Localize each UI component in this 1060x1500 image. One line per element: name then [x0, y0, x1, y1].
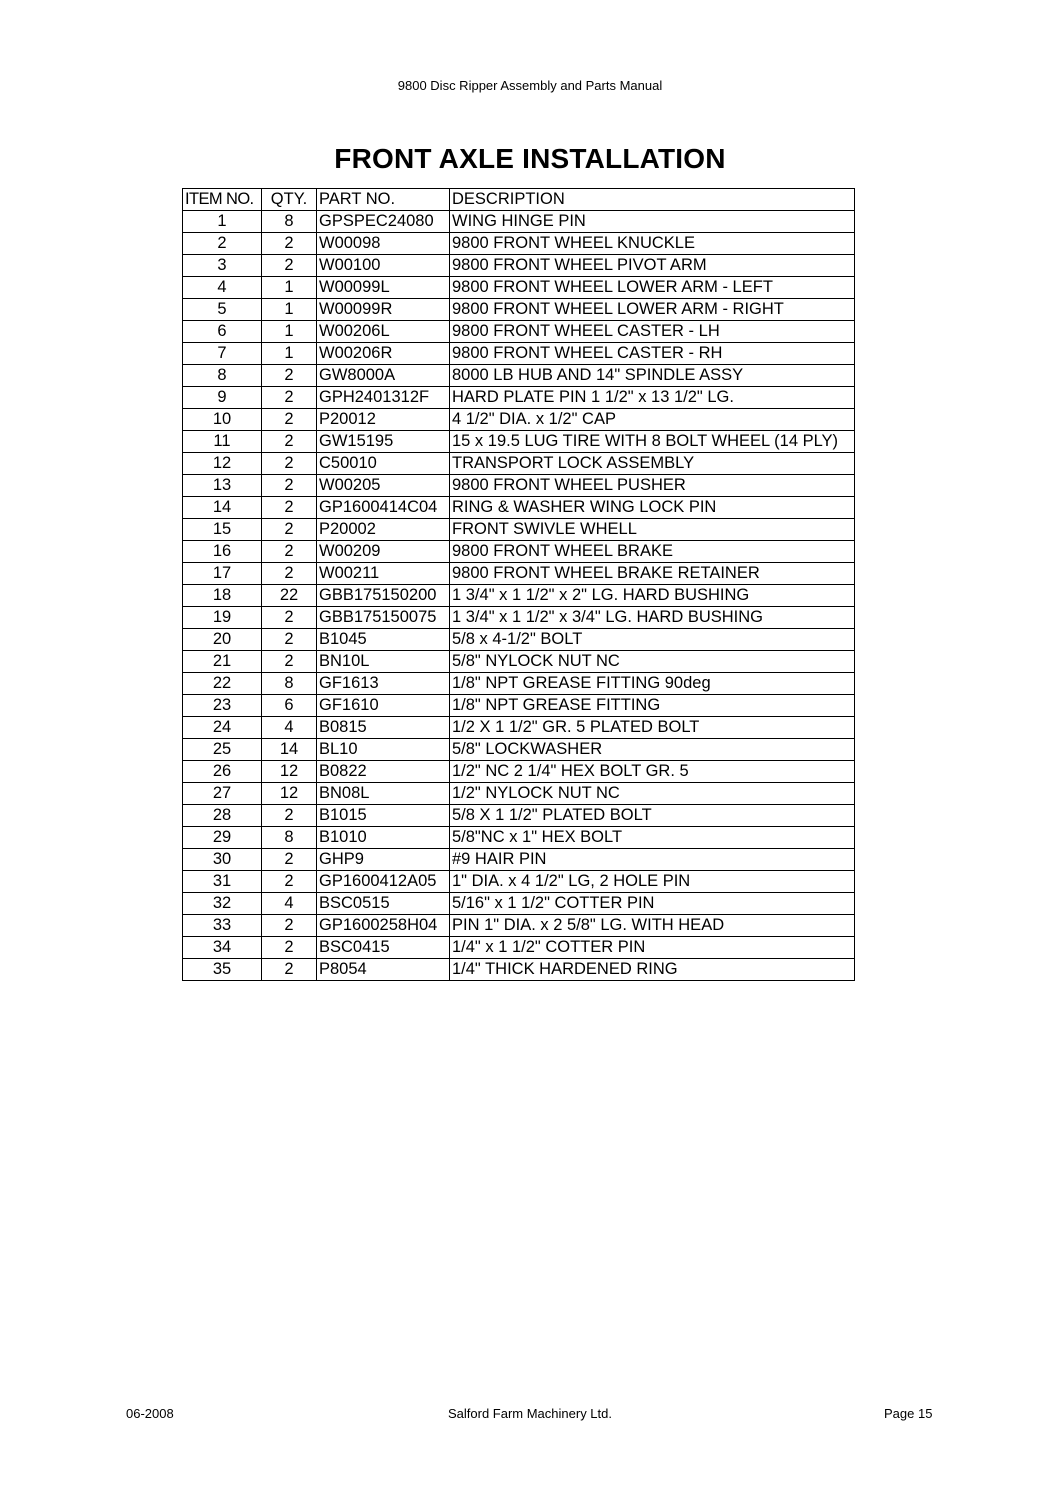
table-row [183, 563, 855, 585]
part-no-cell: W00211 [317, 563, 450, 585]
item-no-cell: 33 [183, 915, 262, 937]
description-cell: 9800 FRONT WHEEL KNUCKLE [450, 233, 855, 255]
qty-cell: 2 [262, 519, 317, 541]
table-row [183, 783, 855, 805]
part-no-cell: GPH2401312F [317, 387, 450, 409]
table-row [183, 893, 855, 915]
part-no-cell: B1045 [317, 629, 450, 651]
qty-cell: 12 [262, 783, 317, 805]
part-no-cell: W00209 [317, 541, 450, 563]
item-no-cell: 26 [183, 761, 262, 783]
qty-cell: 2 [262, 431, 317, 453]
item-no-cell: 10 [183, 409, 262, 431]
item-no-cell: 22 [183, 673, 262, 695]
item-no-cell: 17 [183, 563, 262, 585]
part-no-cell: BN08L [317, 783, 450, 805]
table-row [183, 277, 855, 299]
column-header-part-no: PART NO. [317, 189, 450, 211]
qty-cell: 2 [262, 629, 317, 651]
part-no-cell: GP1600414C04 [317, 497, 450, 519]
description-cell: HARD PLATE PIN 1 1/2" x 13 1/2" LG. [450, 387, 855, 409]
parts-table [182, 188, 855, 981]
description-cell: 8000 LB HUB AND 14" SPINDLE ASSY [450, 365, 855, 387]
item-no-cell: 6 [183, 321, 262, 343]
column-header-qty: QTY. [262, 189, 317, 211]
part-no-cell: BL10 [317, 739, 450, 761]
qty-cell: 2 [262, 541, 317, 563]
description-cell: 5/8 X 1 1/2" PLATED BOLT [450, 805, 855, 827]
part-no-cell: GHP9 [317, 849, 450, 871]
part-no-cell: BN10L [317, 651, 450, 673]
description-cell: 1/2" NC 2 1/4" HEX BOLT GR. 5 [450, 761, 855, 783]
qty-cell: 2 [262, 475, 317, 497]
description-cell: 1/2 X 1 1/2" GR. 5 PLATED BOLT [450, 717, 855, 739]
qty-cell: 2 [262, 365, 317, 387]
qty-cell: 2 [262, 255, 317, 277]
part-no-cell: BSC0415 [317, 937, 450, 959]
description-cell: #9 HAIR PIN [450, 849, 855, 871]
table-row [183, 233, 855, 255]
item-no-cell: 7 [183, 343, 262, 365]
description-cell: 9800 FRONT WHEEL CASTER - LH [450, 321, 855, 343]
footer-date: 06-2008 [126, 1406, 174, 1421]
qty-cell: 1 [262, 277, 317, 299]
table-row [183, 321, 855, 343]
table-row [183, 585, 855, 607]
qty-cell: 2 [262, 871, 317, 893]
table-row [183, 453, 855, 475]
part-no-cell: GW8000A [317, 365, 450, 387]
item-no-cell: 11 [183, 431, 262, 453]
table-row [183, 475, 855, 497]
qty-cell: 2 [262, 563, 317, 585]
table-row [183, 871, 855, 893]
description-cell: FRONT SWIVLE WHELL [450, 519, 855, 541]
part-no-cell: W00099L [317, 277, 450, 299]
description-cell: 15 x 19.5 LUG TIRE WITH 8 BOLT WHEEL (14 PLY) [450, 431, 855, 453]
table-row [183, 651, 855, 673]
qty-cell: 2 [262, 453, 317, 475]
description-cell: 9800 FRONT WHEEL BRAKE [450, 541, 855, 563]
qty-cell: 2 [262, 233, 317, 255]
item-no-cell: 31 [183, 871, 262, 893]
qty-cell: 22 [262, 585, 317, 607]
item-no-cell: 19 [183, 607, 262, 629]
qty-cell: 2 [262, 915, 317, 937]
item-no-cell: 20 [183, 629, 262, 651]
description-cell: 9800 FRONT WHEEL CASTER - RH [450, 343, 855, 365]
part-no-cell: P20002 [317, 519, 450, 541]
part-no-cell: B1015 [317, 805, 450, 827]
description-cell: 1 3/4" x 1 1/2" x 3/4" LG. HARD BUSHING [450, 607, 855, 629]
part-no-cell: B0815 [317, 717, 450, 739]
description-cell: 9800 FRONT WHEEL PIVOT ARM [450, 255, 855, 277]
footer-page-number: Page 15 [884, 1406, 933, 1421]
part-no-cell: W00206L [317, 321, 450, 343]
qty-cell: 8 [262, 827, 317, 849]
description-cell: WING HINGE PIN [450, 211, 855, 233]
table-row [183, 541, 855, 563]
description-cell: RING & WASHER WING LOCK PIN [450, 497, 855, 519]
parts-table-head [183, 189, 855, 211]
qty-cell: 1 [262, 343, 317, 365]
part-no-cell: W00100 [317, 255, 450, 277]
page-title: FRONT AXLE INSTALLATION [334, 143, 726, 174]
qty-cell: 8 [262, 211, 317, 233]
part-no-cell: GBB175150200 [317, 585, 450, 607]
table-row [183, 739, 855, 761]
qty-cell: 12 [262, 761, 317, 783]
qty-cell: 2 [262, 607, 317, 629]
qty-cell: 1 [262, 299, 317, 321]
part-no-cell: GF1610 [317, 695, 450, 717]
description-cell: 1/8" NPT GREASE FITTING [450, 695, 855, 717]
item-no-cell: 2 [183, 233, 262, 255]
description-cell: 5/16" x 1 1/2" COTTER PIN [450, 893, 855, 915]
qty-cell: 14 [262, 739, 317, 761]
description-cell: TRANSPORT LOCK ASSEMBLY [450, 453, 855, 475]
item-no-cell: 32 [183, 893, 262, 915]
description-cell: PIN 1" DIA. x 2 5/8" LG. WITH HEAD [450, 915, 855, 937]
part-no-cell: W00098 [317, 233, 450, 255]
item-no-cell: 27 [183, 783, 262, 805]
table-row [183, 915, 855, 937]
table-row [183, 519, 855, 541]
description-cell: 1 3/4" x 1 1/2" x 2" LG. HARD BUSHING [450, 585, 855, 607]
table-row [183, 805, 855, 827]
item-no-cell: 28 [183, 805, 262, 827]
parts-table-body [183, 211, 855, 981]
item-no-cell: 29 [183, 827, 262, 849]
description-cell: 9800 FRONT WHEEL BRAKE RETAINER [450, 563, 855, 585]
description-cell: 5/8"NC x 1" HEX BOLT [450, 827, 855, 849]
table-row [183, 827, 855, 849]
table-row [183, 255, 855, 277]
part-no-cell: GPSPEC24080 [317, 211, 450, 233]
part-no-cell: BSC0515 [317, 893, 450, 915]
description-cell: 5/8" NYLOCK NUT NC [450, 651, 855, 673]
running-header: 9800 Disc Ripper Assembly and Parts Manual [397, 78, 663, 93]
part-no-cell: GP1600258H04 [317, 915, 450, 937]
description-cell: 9800 FRONT WHEEL PUSHER [450, 475, 855, 497]
header-row [183, 189, 855, 211]
part-no-cell: GW15195 [317, 431, 450, 453]
description-cell: 1/4" x 1 1/2" COTTER PIN [450, 937, 855, 959]
part-no-cell: GBB175150075 [317, 607, 450, 629]
description-cell: 9800 FRONT WHEEL LOWER ARM - RIGHT [450, 299, 855, 321]
item-no-cell: 21 [183, 651, 262, 673]
description-cell: 1/4" THICK HARDENED RING [450, 959, 855, 981]
table-row [183, 409, 855, 431]
item-no-cell: 23 [183, 695, 262, 717]
part-no-cell: B1010 [317, 827, 450, 849]
table-row [183, 717, 855, 739]
item-no-cell: 8 [183, 365, 262, 387]
table-row [183, 849, 855, 871]
part-no-cell: GP1600412A05 [317, 871, 450, 893]
qty-cell: 2 [262, 651, 317, 673]
item-no-cell: 16 [183, 541, 262, 563]
description-cell: 5/8" LOCKWASHER [450, 739, 855, 761]
item-no-cell: 3 [183, 255, 262, 277]
part-no-cell: B0822 [317, 761, 450, 783]
table-row [183, 959, 855, 981]
table-row [183, 629, 855, 651]
table-row [183, 497, 855, 519]
part-no-cell: P20012 [317, 409, 450, 431]
table-row [183, 211, 855, 233]
item-no-cell: 30 [183, 849, 262, 871]
qty-cell: 2 [262, 959, 317, 981]
item-no-cell: 24 [183, 717, 262, 739]
qty-cell: 4 [262, 717, 317, 739]
description-cell: 4 1/2" DIA. x 1/2" CAP [450, 409, 855, 431]
footer-company: Salford Farm Machinery Ltd. [447, 1406, 612, 1421]
part-no-cell: W00205 [317, 475, 450, 497]
table-row [183, 431, 855, 453]
table-row [183, 761, 855, 783]
qty-cell: 2 [262, 805, 317, 827]
item-no-cell: 1 [183, 211, 262, 233]
description-cell: 1" DIA. x 4 1/2" LG, 2 HOLE PIN [450, 871, 855, 893]
description-cell: 9800 FRONT WHEEL LOWER ARM - LEFT [450, 277, 855, 299]
item-no-cell: 25 [183, 739, 262, 761]
table-row [183, 673, 855, 695]
part-no-cell: C50010 [317, 453, 450, 475]
part-no-cell: W00206R [317, 343, 450, 365]
description-cell: 1/8" NPT GREASE FITTING 90deg [450, 673, 855, 695]
item-no-cell: 18 [183, 585, 262, 607]
part-no-cell: GF1613 [317, 673, 450, 695]
table-row [183, 299, 855, 321]
qty-cell: 4 [262, 893, 317, 915]
description-cell: 5/8 x 4-1/2" BOLT [450, 629, 855, 651]
item-no-cell: 9 [183, 387, 262, 409]
item-no-cell: 15 [183, 519, 262, 541]
qty-cell: 2 [262, 849, 317, 871]
table-row [183, 695, 855, 717]
item-no-cell: 35 [183, 959, 262, 981]
part-no-cell: W00099R [317, 299, 450, 321]
item-no-cell: 12 [183, 453, 262, 475]
table-row [183, 365, 855, 387]
table-row [183, 387, 855, 409]
table-row [183, 343, 855, 365]
description-cell: 1/2" NYLOCK NUT NC [450, 783, 855, 805]
table-row [183, 607, 855, 629]
item-no-cell: 13 [183, 475, 262, 497]
qty-cell: 2 [262, 387, 317, 409]
column-header-item-no: ITEM NO. [183, 189, 262, 211]
qty-cell: 8 [262, 673, 317, 695]
item-no-cell: 14 [183, 497, 262, 519]
qty-cell: 2 [262, 497, 317, 519]
qty-cell: 2 [262, 409, 317, 431]
item-no-cell: 4 [183, 277, 262, 299]
qty-cell: 6 [262, 695, 317, 717]
part-no-cell: P8054 [317, 959, 450, 981]
item-no-cell: 34 [183, 937, 262, 959]
qty-cell: 1 [262, 321, 317, 343]
qty-cell: 2 [262, 937, 317, 959]
item-no-cell: 5 [183, 299, 262, 321]
table-row [183, 937, 855, 959]
column-header-description: DESCRIPTION [450, 189, 855, 211]
